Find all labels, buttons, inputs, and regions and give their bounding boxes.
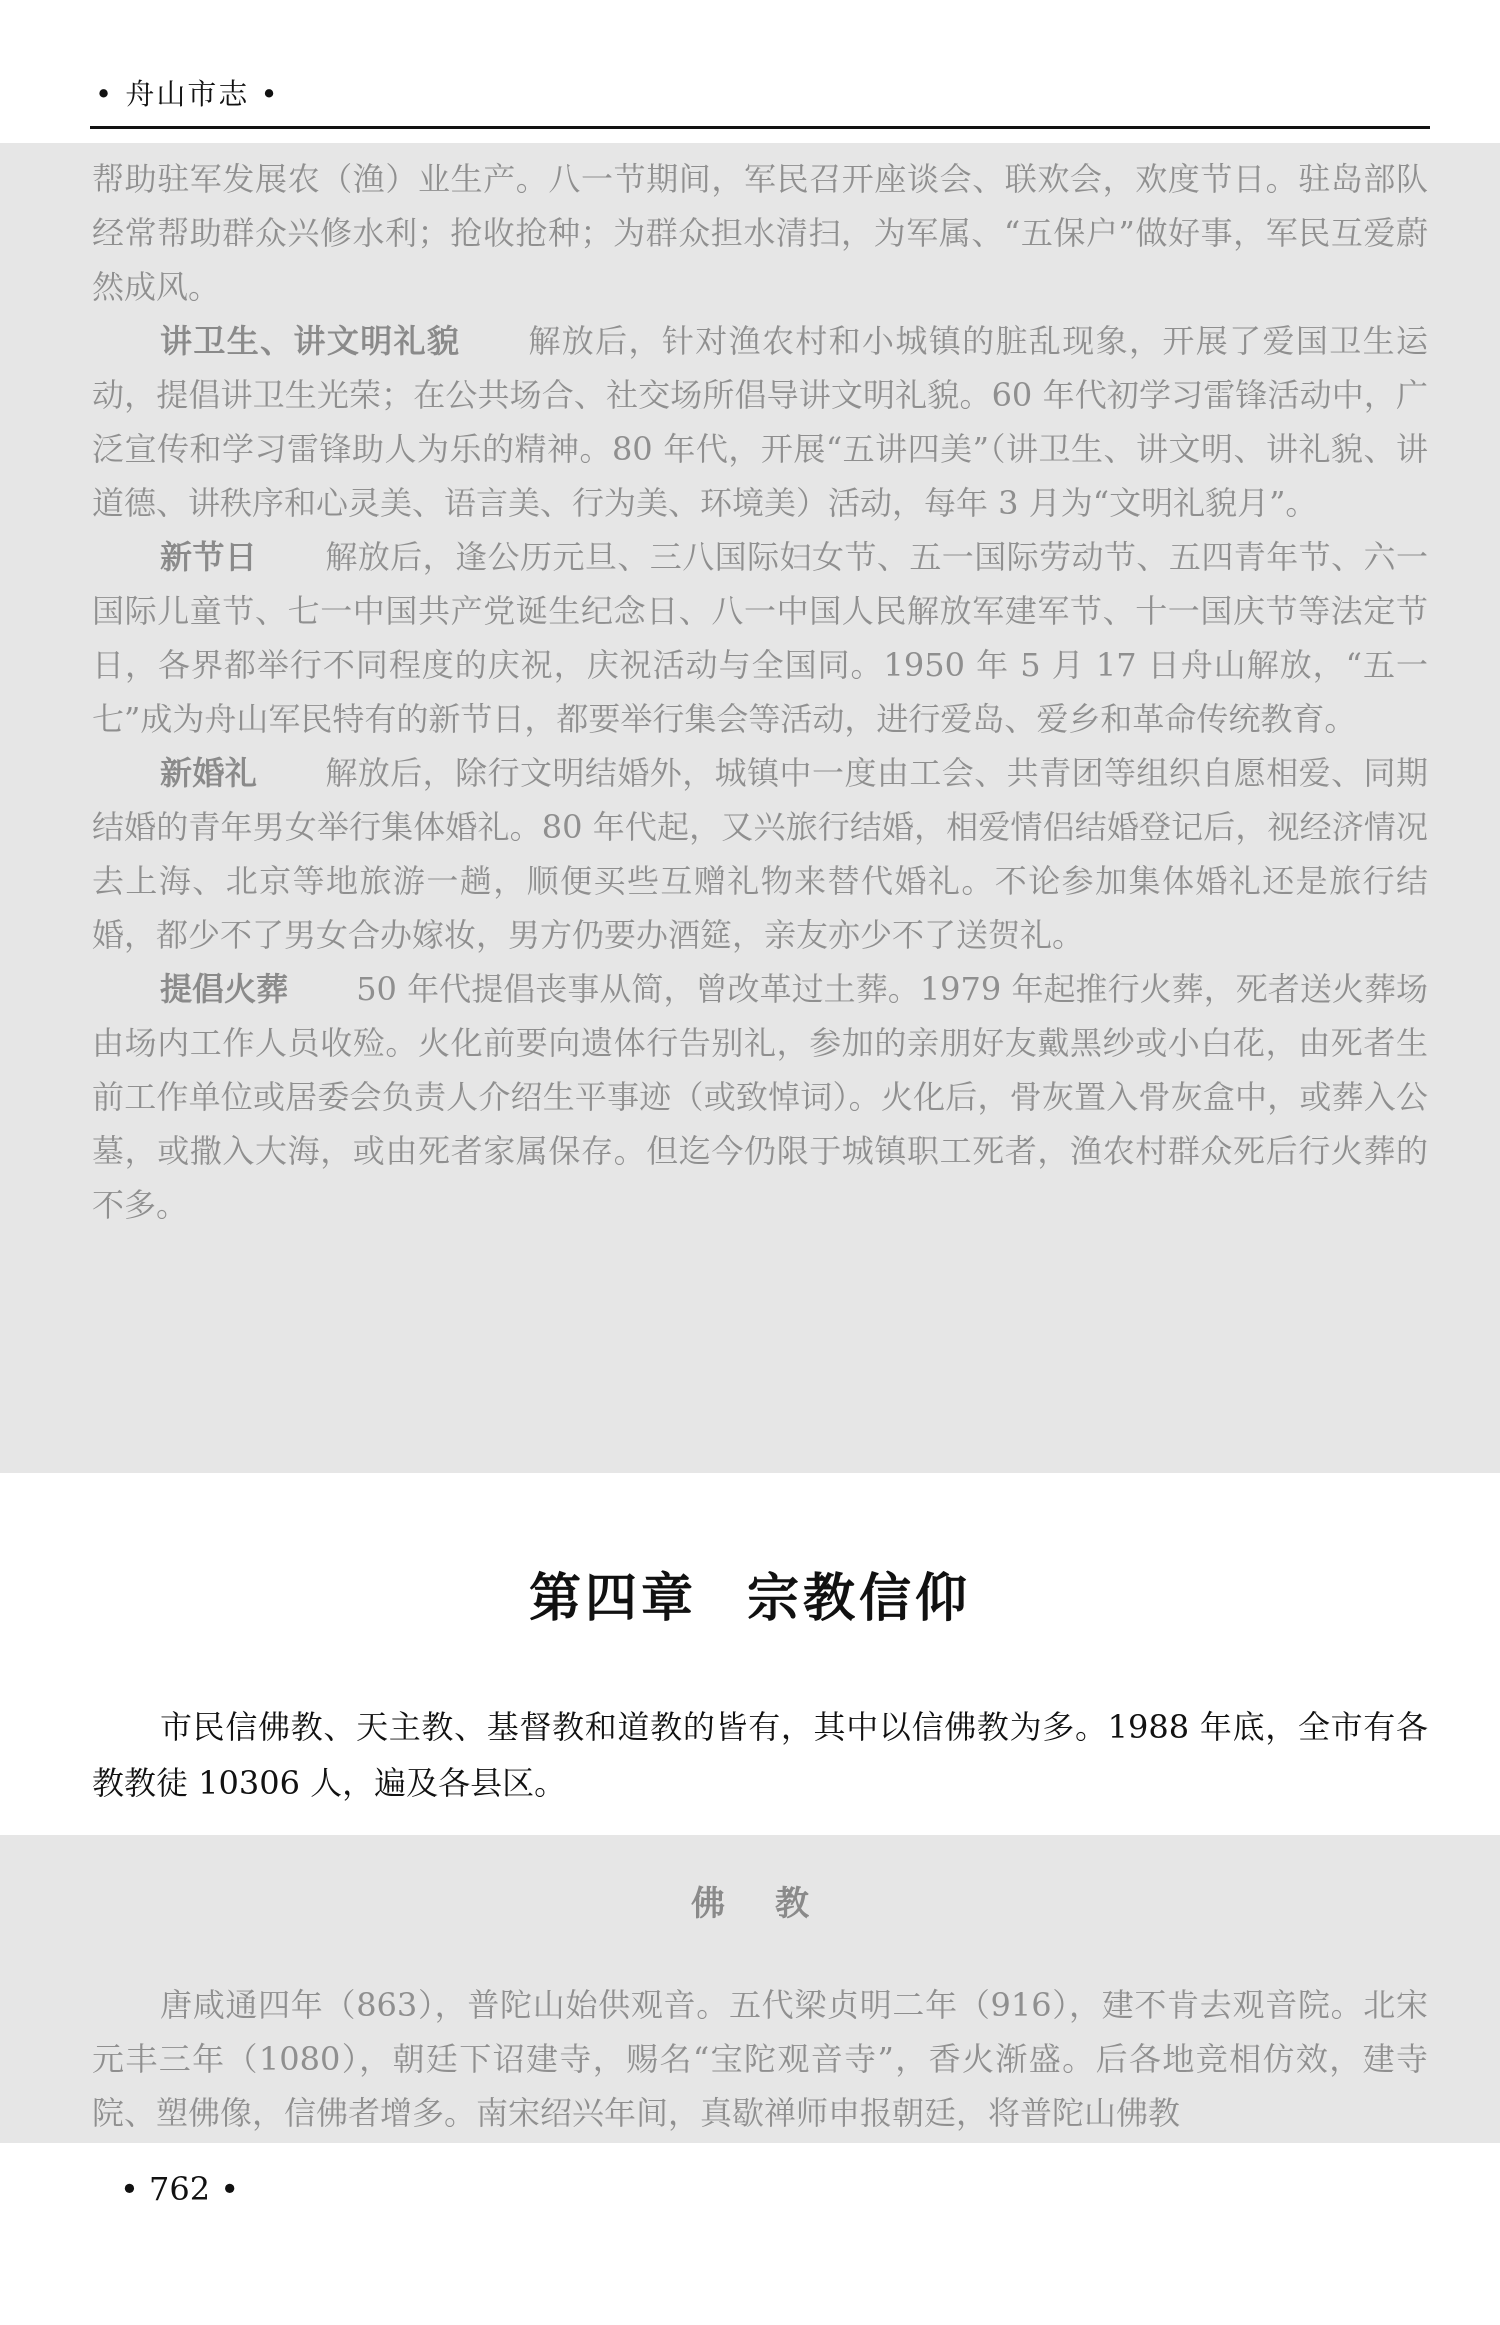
term-new-wedding: 新婚礼 <box>160 754 258 792</box>
header-rule <box>90 126 1430 129</box>
chapter-intro-paragraph: 市民信佛教、天主教、基督教和道教的皆有，其中以信佛教为多。1988 年底，全市有各教教徒 10306 人，遍及各县区。 <box>92 1708 1428 1802</box>
buddhism-section <box>92 1978 1428 2140</box>
text-new-wedding: 解放后，除行文明结婚外，城镇中一度由工会、共青团等组织自愿相爱、同期结婚的青年男女举行集体婚礼。80 年代起，又兴旅行结婚，相爱情侣结婚登记后，视经济情况去上海、北京等地旅游一趟，顺便买些互赠礼物来替代婚礼。不论参加集体婚礼还是旅行结婚，都少不了男女合办嫁妆，男方仍要办酒筵，亲友亦少不了送贺礼。 <box>92 754 1428 954</box>
text-hygiene-civility: 解放后，针对渔农村和小城镇的脏乱现象，开展了爱国卫生运动，提倡讲卫生光荣；在公共场合、社交场所倡导讲文明礼貌。60 年代初学习雷锋活动中，广泛宣传和学习雷锋助人为乐的精神。80 年代，开展“五讲四美”（讲卫生、讲文明、讲礼貌、讲道德、讲秩序和心灵美、语言美、行为美、环境美）活动，每年 3 月为“文明礼貌月”。 <box>92 322 1428 522</box>
text-cremation: 50 年代提倡丧事从简，曾改革过土葬。1979 年起推行火葬，死者送火葬场由场内工作人员收殓。火化前要向遗体行告别礼，参加的亲朋好友戴黑纱或小白花，由死者生前工作单位或居委会负责人介绍生平事迹（或致悼词）。火化后，骨灰置入骨灰盒中，或葬入公墓，或撒入大海，或由死者家属保存。但迄今仍限于城镇职工死者，渔农村群众死后行火葬的不多。 <box>92 970 1428 1224</box>
chapter-intro <box>92 1699 1428 1811</box>
text-new-holidays: 解放后，逢公历元旦、三八国际妇女节、五一国际劳动节、五四青年节、六一国际儿童节、七一中国共产党诞生纪念日、八一中国人民解放军建军节、十一国庆节等法定节日，各界都举行不同程度的庆祝，庆祝活动与全国同。1950 年 5 月 17 日舟山解放，“五一七”成为舟山军民特有的新节日，都要举行集会等活动，进行爱岛、爱乡和革命传统教育。 <box>92 538 1428 738</box>
chapter-name: 宗教信仰 <box>747 1568 972 1629</box>
paragraph-military-support: 帮助驻军发展农（渔）业生产。八一节期间，军民召开座谈会、联欢会，欢度节日。驻岛部队经常帮助群众兴修水利；抢收抢种；为群众担水清扫，为军属、“五保户”做好事，军民互爱蔚然成风。 <box>92 160 1428 306</box>
paragraph-new-wedding <box>92 746 1428 962</box>
running-header: • 舟山市志 • <box>95 77 280 111</box>
term-hygiene-civility: 讲卫生、讲文明礼貌 <box>160 322 461 360</box>
term-new-holidays: 新节日 <box>160 538 258 576</box>
page-number: • 762 • <box>120 2170 240 2208</box>
chapter-title <box>0 1556 1500 1631</box>
paragraph-buddhism-history: 唐咸通四年（863），普陀山始供观音。五代梁贞明二年（916），建不肯去观音院。北宋元丰三年（1080），朝廷下诏建寺，赐名“宝陀观音寺”，香火渐盛。后各地竞相仿效，建寺院、塑佛像，信佛者增多。南宋绍兴年间，真歇禅师申报朝廷，将普陀山佛教 <box>92 1986 1428 2132</box>
section-title-buddhism: 佛教 <box>691 1884 859 1924</box>
term-cremation: 提倡火葬 <box>160 970 289 1008</box>
paragraph-cremation <box>92 962 1428 1232</box>
paragraph-new-holidays <box>92 530 1428 746</box>
chapter-number: 第四章 <box>528 1568 697 1629</box>
paragraph-hygiene-civility <box>92 314 1428 530</box>
top-section <box>92 152 1428 1232</box>
